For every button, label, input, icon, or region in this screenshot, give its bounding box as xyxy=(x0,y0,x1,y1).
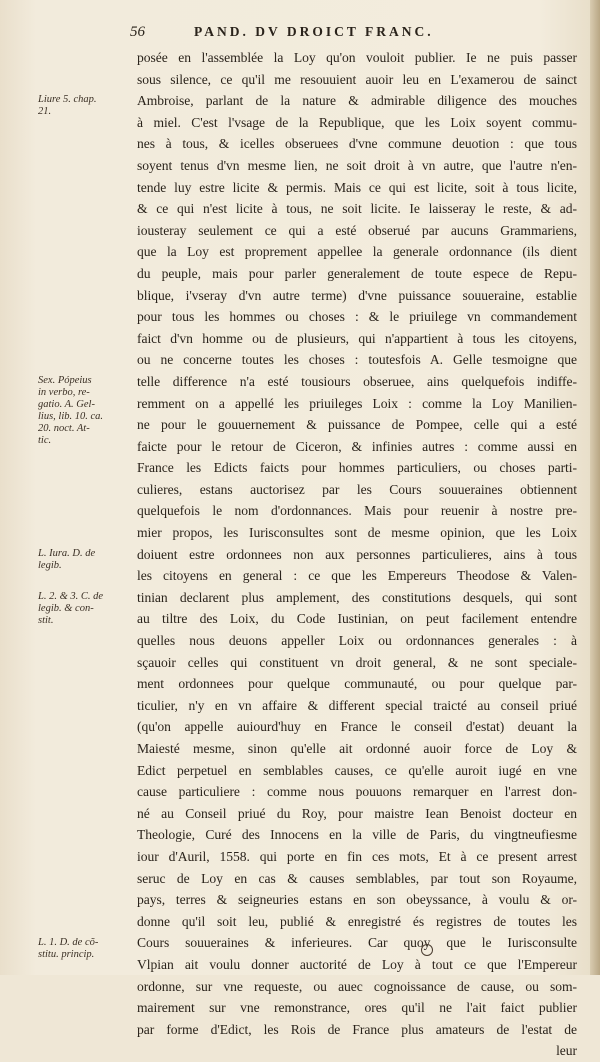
text-line: sous silence, ce qu'il me resouuient auoir leu en L'examerou de sainct xyxy=(137,71,577,87)
text-line: quelles nous deuons appeller Loix ou ordonnances generales : à xyxy=(137,633,577,649)
text-line: sçauoir celles qui constituent vn droit general, & ne sont speciale- xyxy=(137,654,577,670)
ornament-circle xyxy=(421,944,433,956)
text-line: faict d'vn homme ou de plusieurs, qui n'appartient à tous les citoyens, xyxy=(137,330,577,346)
margin-note xyxy=(38,375,134,447)
text-line: faicte pour le retour de Ciceron, & infinies autres : comme aussi en xyxy=(137,438,577,454)
margin-note-line: L. 2. & 3. C. de xyxy=(38,591,104,602)
text-line: ment ordonnees pour quelque communauté, ou pour quelque par- xyxy=(137,676,577,692)
text-line: & ce qui n'est licite à tous, ne soit licite. Ie laisseray le reste, & ad- xyxy=(137,201,577,217)
margin-note-line: Sex. Pópeius xyxy=(38,375,92,386)
margin-note-line: L. Iura. D. de xyxy=(38,547,96,559)
text-line: posée en l'assemblée la Loy qu'on vouloit publier. Ie ne puis passer xyxy=(137,50,577,65)
text-line: Cours souueraines & inferieures. Car quoy que le Iurisconsulte xyxy=(137,935,577,951)
text-line: ne pour le gouuernement & puissance de Pompee, celle qui a esté xyxy=(137,417,577,433)
page-header xyxy=(130,24,570,41)
text-line: iousteray seulement ce qui a esté obserué par aucuns Grammariens, xyxy=(137,222,577,238)
text-line: pays, terres & seigneuries estans en son obeyssance, à voulu & or- xyxy=(137,892,577,908)
text-line: mier propos, les Iurisconsultes sont de mesme opinion, que les Loix xyxy=(137,525,577,541)
text-line: que la Loy est proprement appellee la generale ordonnance (ils dient xyxy=(137,244,577,260)
margin-note-line: 21. xyxy=(38,106,52,118)
text-line: Edict perpetuel en semblables causes, ce qu'elle auroit iugé en vne xyxy=(137,762,577,778)
margin-note xyxy=(38,591,134,627)
margin-note-line: stitu. princip. xyxy=(38,948,95,960)
text-line: doiuent estre ordonnees non aux personnes particulieres, ains à tous xyxy=(137,546,577,562)
text-line: par forme d'Edict, les Rois de France plus amateurs de l'estat de xyxy=(137,1021,577,1037)
margin-note-line: gatio. A. Gel- xyxy=(38,399,95,410)
text-line: Theologie, Curé des Innocens en la ville de Paris, du vingtneufiesme xyxy=(137,827,577,843)
body-text xyxy=(137,47,577,1062)
text-line: blique, i'vseray d'vn autre terme) d'vne puissance souueraine, establie xyxy=(137,287,577,303)
margin-note-line: lius, lib. 10. ca. xyxy=(38,411,104,422)
text-line: tinian declarent plus amplement, des constitutions desquels, qui sont xyxy=(137,589,577,605)
text-line: ou ne concerne toutes les choses : toutesfois A. Gelle tesmoigne que xyxy=(137,352,577,368)
margin-note xyxy=(38,548,134,572)
text-line: né au Conseil priué du Roy, pour maistre Iean Benoist docteur en xyxy=(137,805,577,821)
text-line: Vlpian ait voulu donner auctorité de Loy à tout ce que l'Empereur xyxy=(137,956,577,972)
text-line: (qu'on appelle auiourd'huy en France le conseil d'estat) deuant la xyxy=(137,719,577,735)
text-line: France les Edicts faicts pour hommes particuliers, ou choses parti- xyxy=(137,460,577,476)
text-line: soyent tenus d'vn mesme lien, ne soit droit à vn autre, que l'autre n'en- xyxy=(137,157,577,173)
margin-note-line: tic. xyxy=(38,435,52,446)
text-line: Ambroise, parlant de la nature & admirable diligence des mouches xyxy=(137,93,577,109)
text-line: pour tous les hommes ou choses : & le priuilege vn commandement xyxy=(137,309,577,325)
text-line: à miel. C'est l'vsage de la Republique, que les Loix soyent commu- xyxy=(137,114,577,130)
text-line: nes à tous, & icelles obseruees d'vne commune deuotion : que tous xyxy=(137,136,577,152)
margin-note-line: L. 1. D. de cõ- xyxy=(38,936,99,948)
page-gutter xyxy=(590,0,600,975)
margin-note xyxy=(38,94,134,118)
text-line: du peuple, mais pour parler generalement de toute espece de Repu- xyxy=(137,265,577,281)
text-line: mairement sur vne remonstrance, ores qu'il ne l'ait faict publier xyxy=(137,1000,577,1016)
margin-note-line: in verbo, re- xyxy=(38,387,90,398)
text-line: donne qu'il soit leu, publié & enregistré és registres de toutes les xyxy=(137,913,577,929)
page-number: 56 xyxy=(130,24,145,40)
text-line: seruc de Loy en cas & causes semblables, par tout son Royaume, xyxy=(137,870,577,886)
margin-note-line: stit. xyxy=(38,615,54,626)
text-line: les citoyens en general : ce que les Empereurs Theodose & Valen- xyxy=(137,568,577,584)
text-line: telle difference n'a esté tousiours obseruee, ains quelquefois indiffe- xyxy=(137,373,577,389)
text-line: quelquefois le nom d'ordonnances. Mais pour reuenir à nostre pre- xyxy=(137,503,577,519)
text-line: tende luy estre licite & permis. Mais ce qui est licite, soit à tous licite, xyxy=(137,179,577,195)
text-line: remment on a appellé les priuileges Loix : comme la Loy Manilien- xyxy=(137,395,577,411)
text-line: leur xyxy=(556,1043,577,1059)
text-line: ordonne, sur vne requeste, ou auec cognoissance de cause, ou som- xyxy=(137,978,577,994)
text-line: Maiesté mesme, sinon qu'elle ait ordonné auoir force de Loy & xyxy=(137,741,577,756)
text-line: iour d'Auril, 1558. qui porte en fin ces mots, Et à ce present arrest xyxy=(137,848,577,864)
margin-note-line: 20. noct. At- xyxy=(38,423,90,434)
running-head: PAND. DV DROICT FRANC. xyxy=(194,24,434,39)
margin-note-line: legib. xyxy=(38,559,62,571)
margin-note-line: legib. & con- xyxy=(38,603,94,614)
text-line: au tiltre des Loix, du Code Iustinian, on peut facilement entendre xyxy=(137,611,577,627)
margin-note xyxy=(38,937,134,961)
text-line: cause particuliere : comme nous pouuons remarquer en l'arrest don- xyxy=(137,784,577,800)
text-line: ticulier, n'y en vn affaire & different special traicté au conseil priué xyxy=(137,697,577,713)
text-line: culieres, estans auctorisez par les Cours souueraines obtiennent xyxy=(137,481,577,497)
margin-note-line: Liure 5. chap. xyxy=(38,94,97,106)
